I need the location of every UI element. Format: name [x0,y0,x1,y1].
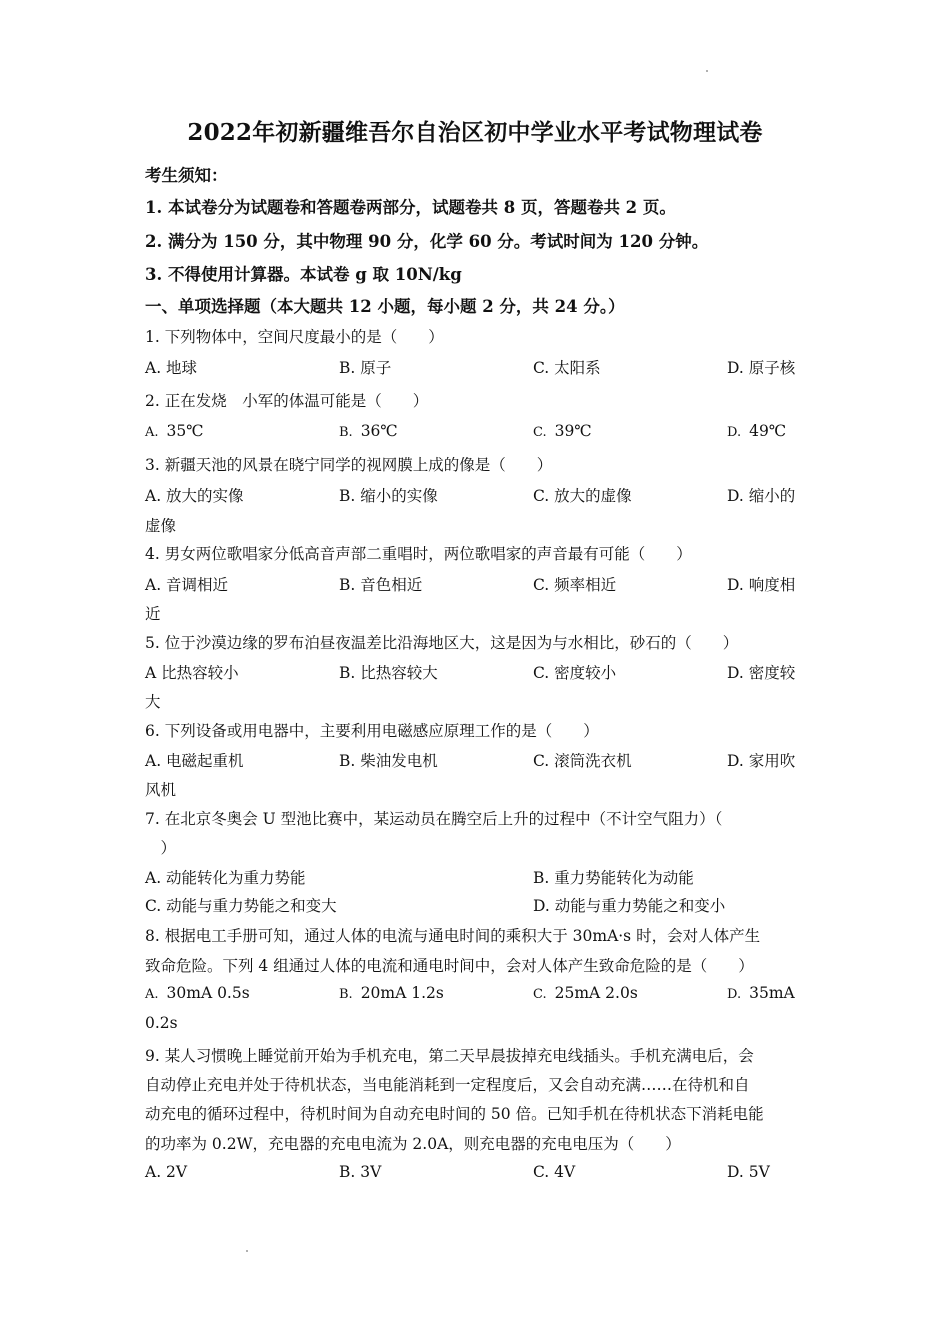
question-stem-cont: 致命危险。下列 4 组通过人体的电流和通电时间中，会对人体产生致命危险的是（ ） [145,957,754,975]
option-text: 30mA 0.5s [166,984,250,1002]
option-d: D. 原子核 [727,359,796,377]
option-c: C. 动能与重力势能之和变大 [145,897,337,915]
question-stem-cont: ） [145,839,177,857]
option-d: D. 家用吹 [727,752,796,770]
option-text: 49℃ [749,422,787,440]
option-c: C. 太阳系 [533,359,601,377]
page-title: 2022年初新疆维吾尔自治区初中学业水平考试物理试卷 [187,119,763,146]
option-a: A. 音调相近 [145,576,229,594]
option-a: A. 2V [145,1163,188,1181]
option-wrap: 大 [145,693,161,711]
option-text: 39℃ [554,422,592,440]
question-stem-cont: 自动停止充电并处于待机状态，当电能消耗到一定程度后，又会自动充满……在待机和自 [145,1076,750,1094]
option-text: 35℃ [166,422,204,440]
option-wrap: 0.2s [145,1014,178,1032]
option-b: B. 重力势能转化为动能 [533,869,694,887]
option-b: B. 比热容较大 [339,664,438,682]
option-d: D. 动能与重力势能之和变小 [533,897,726,915]
question-stem: 3. 新疆天池的风景在晓宁同学的视网膜上成的像是（ ） [145,456,553,474]
option-d: D. 5V [727,1163,770,1181]
notice-item: 1. 本试卷分为试题卷和答题卷两部分，试题卷共 8 页，答题卷共 2 页。 [145,198,676,217]
option-text: 20mA 1.2s [360,984,444,1002]
option-d: D. 响度相 [727,576,796,594]
option-b: B. 3V [339,1163,382,1181]
question-stem: 1. 下列物体中，空间尺度最小的是（ ） [145,328,444,346]
option-tag: A. [145,425,159,440]
question-stem-cont: 的功率为 0.2W，充电器的充电电流为 2.0A，则充电器的充电电压为（ ） [145,1135,681,1153]
option-b: B. 音色相近 [339,576,423,594]
option-text: 25mA 2.0s [554,984,638,1002]
option-b: B. 柴油发电机 [339,752,438,770]
option-tag: B. [339,425,353,440]
option-b [339,984,444,1002]
option-tag: D. [727,425,742,440]
option-c: C. 密度较小 [533,664,617,682]
option-text: 36℃ [360,422,398,440]
option-c: C. 放大的虚像 [533,487,632,505]
question-stem: 5. 位于沙漠边缘的罗布泊昼夜温差比沿海地区大，这是因为与水相比，砂石的（ ） [145,634,739,652]
option-a: A. 放大的实像 [145,487,244,505]
option-a: A. 地球 [145,359,198,377]
option-d: D. 密度较 [727,664,796,682]
section-heading: 一、单项选择题（本大题共 12 小题，每小题 2 分，共 24 分。） [145,297,625,316]
option-b: B. 原子 [339,359,392,377]
option-c: C. 频率相近 [533,576,617,594]
question-stem: 4. 男女两位歌唱家分低高音声部二重唱时，两位歌唱家的声音最有可能（ ） [145,545,692,563]
option-tag: C. [533,987,547,1002]
question-stem: 9. 某人习惯晚上睡觉前开始为手机充电，第二天早晨拔掉充电线插头。手机充满电后，会 [145,1047,754,1065]
option-wrap: 虚像 [145,517,177,535]
option-a: A 比热容较小 [145,664,239,682]
notice-item: 2. 满分为 150 分，其中物理 90 分，化学 60 分。考试时间为 120 分钟。 [145,232,709,251]
option-text: 35mA [749,984,795,1002]
scan-speck [706,70,708,72]
question-stem-cont: 动充电的循环过程中，待机时间为自动充电时间的 50 倍。已知手机在待机状态下消耗电能 [145,1105,764,1123]
notice-heading: 考生须知： [145,166,228,185]
question-stem: 2. 正在发烧 小军的体温可能是（ ） [145,392,429,410]
option-a: A. 动能转化为重力势能 [145,869,306,887]
option-c [533,984,638,1002]
question-stem: 8. 根据电工手册可知，通过人体的电流与通电时间的乘积大于 30mA·s 时，会对人体产生 [145,927,761,945]
option-tag: A. [145,987,159,1002]
option-d [727,422,786,440]
option-b [339,422,398,440]
option-tag: C. [533,425,547,440]
option-tag: D. [727,987,742,1002]
option-wrap: 风机 [145,781,177,799]
scan-speck [246,1250,248,1252]
option-a [145,984,250,1002]
option-d [727,984,795,1002]
option-tag: B. [339,987,353,1002]
notice-item: 3. 不得使用计算器。本试卷 g 取 10N/kg [145,265,462,284]
option-b: B. 缩小的实像 [339,487,438,505]
question-stem: 6. 下列设备或用电器中，主要利用电磁感应原理工作的是（ ） [145,722,599,740]
option-d: D. 缩小的 [727,487,796,505]
option-c [533,422,592,440]
option-c: C. 4V [533,1163,576,1181]
option-a [145,422,204,440]
option-wrap: 近 [145,605,161,623]
option-c: C. 滚筒洗衣机 [533,752,632,770]
question-stem: 7. 在北京冬奥会 U 型池比赛中，某运动员在腾空后上升的过程中（不计空气阻力）（ [145,810,723,828]
option-a: A. 电磁起重机 [145,752,244,770]
